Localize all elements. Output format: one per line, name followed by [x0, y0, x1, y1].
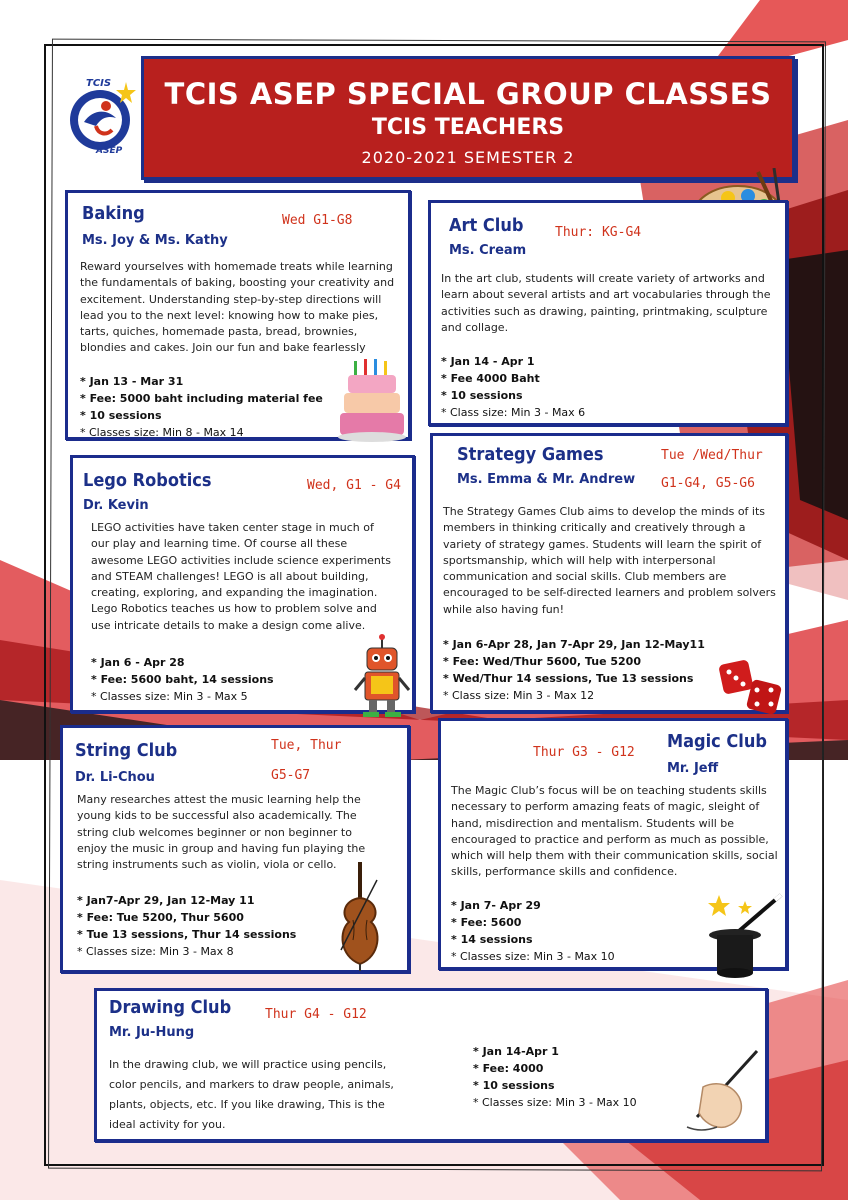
fact-dates: * Jan 14 - Apr 1: [441, 355, 535, 368]
page-header: [141, 56, 795, 180]
class-card-strategy: [430, 433, 788, 713]
class-card-baking: [65, 190, 411, 440]
class-title: Lego Robotics: [83, 470, 212, 491]
page-subtitle: TCIS TEACHERS: [371, 115, 565, 140]
class-facts: [80, 373, 330, 441]
class-description: Reward yourselves with homemade treats while learning the fundamentals of baking, boosting your creativity and excitement. Understanding step-by-step directions will lead you to the next level: knowing how to make pies, tarts, quiches, homemade pasta, bread, brownies, blondies and cakes. Join our fun and bake fearlessly: [80, 260, 395, 355]
class-grades: G1-G4, G5-G6: [661, 476, 755, 491]
class-facts: [443, 636, 733, 704]
class-description: Many researches attest the music learning help the young kids to be successful also academically. The string club welcomes beginner or non beginner to enjoy the music in group and having fun playing the string instruments such as violin, viola or cello.: [77, 793, 366, 872]
class-schedule: Wed G1-G8: [282, 213, 353, 228]
cello-icon: [335, 860, 385, 976]
class-schedule: Tue /Wed/Thur: [661, 448, 763, 463]
class-title: Baking: [82, 203, 145, 224]
fact-class-size: * Classes size: Min 8 - Max 14: [80, 426, 244, 439]
fact-dates: * Jan 13 - Mar 31: [80, 375, 184, 388]
class-schedule: Thur: KG-G4: [555, 225, 642, 240]
fact-fee: * Fee: 5600: [451, 916, 522, 929]
class-schedule: Thur G4 - G12: [265, 1007, 367, 1022]
fact-sessions: * 10 sessions: [441, 389, 523, 402]
class-description: LEGO activities have taken center stage in much of our play and learning time. Of course all these awesome LEGO activities include science experiments and STEAM challenges! LEGO is all about building, creating, exploring, and expanding the imagination. Lego Robotics teaches us how to problem solve and use intricate details to make a design come alive.: [91, 521, 391, 632]
class-title: Drawing Club: [109, 997, 232, 1018]
class-description: The Strategy Games Club aims to develop the minds of its members in thinking critically and creatively through a variety of strategy games. Students will learn the spirit of sportsmanship, which will help with interpersonal communication and social skills. Club members are encouraged to be self-directed learners and problem solvers while also having fun!: [443, 505, 776, 616]
fact-class-size: * Classes size: Min 3 - Max 10: [473, 1096, 637, 1109]
page-title: TCIS ASEP SPECIAL GROUP CLASSES: [164, 77, 772, 111]
class-facts: [473, 1043, 703, 1111]
class-card-art: [428, 200, 788, 426]
class-title: Strategy Games: [457, 444, 604, 465]
class-card-string: [60, 725, 410, 973]
class-teacher: Mr. Jeff: [667, 761, 719, 776]
class-title: Magic Club: [667, 731, 767, 752]
logo-text-top: TCIS: [86, 78, 112, 89]
fact-fee: * Fee: Wed/Thur 5600, Tue 5200: [443, 655, 641, 668]
drawing-hand-icon: [683, 1047, 763, 1141]
class-grades: G5-G7: [271, 768, 311, 783]
class-facts: [441, 353, 741, 421]
class-card-lego: [70, 455, 415, 713]
fact-fee: * Fee: 4000: [473, 1062, 544, 1075]
fact-sessions: * 10 sessions: [80, 409, 162, 422]
fact-fee: * Fee 4000 Baht: [441, 372, 540, 385]
fact-fee-sessions: * Fee: 5600 baht, 14 sessions: [91, 673, 274, 686]
class-teacher: Dr. Kevin: [83, 498, 149, 513]
fact-sessions: * 14 sessions: [451, 933, 533, 946]
fact-sessions: * Tue 13 sessions, Thur 14 sessions: [77, 928, 297, 941]
fact-sessions: * Wed/Thur 14 sessions, Tue 13 sessions: [443, 672, 694, 685]
class-teacher: Ms. Cream: [449, 243, 527, 258]
class-description: In the art club, students will create variety of artworks and learn about several artists and art vocabularies through the activities such as drawing, painting, printmaking, sculpture and collage.: [441, 272, 771, 334]
class-facts: [77, 892, 337, 960]
class-teacher: Ms. Joy & Ms. Kathy: [82, 233, 228, 248]
class-facts: [451, 897, 691, 965]
cake-icon: [336, 357, 408, 447]
class-schedule: Tue, Thur: [271, 738, 342, 753]
fact-class-size: * Class size: Min 3 - Max 12: [443, 689, 595, 702]
logo-text-bottom: ASEP: [96, 146, 123, 156]
fact-class-size: * Classes size: Min 3 - Max 10: [451, 950, 615, 963]
fact-dates: * Jan 6-Apr 28, Jan 7-Apr 29, Jan 12-May11: [443, 638, 705, 651]
fact-sessions: * 10 sessions: [473, 1079, 555, 1092]
fact-class-size: * Classes size: Min 3 - Max 8: [77, 945, 234, 958]
class-schedule: Thur G3 - G12: [533, 745, 635, 760]
class-schedule: Wed, G1 - G4: [307, 478, 401, 493]
class-description: The Magic Club’s focus will be on teaching students skills necessary to perform amazing feats of magic, sleight of hand, misdirection and mentalism. Students will be encouraged to practice and perform as much as possible, which will help them with their communication skills, social skills, performance skills and confidence.: [451, 784, 778, 879]
fact-class-size: * Class size: Min 3 - Max 6: [441, 406, 586, 419]
fact-fee: * Fee: Tue 5200, Thur 5600: [77, 911, 244, 924]
class-card-magic: [438, 718, 788, 970]
class-teacher: Mr. Ju-Hung: [109, 1025, 195, 1040]
fact-dates: * Jan 6 - Apr 28: [91, 656, 185, 669]
class-teacher: Ms. Emma & Mr. Andrew: [457, 472, 636, 487]
fact-dates: * Jan 14-Apr 1: [473, 1045, 559, 1058]
fact-dates: * Jan7-Apr 29, Jan 12-May 11: [77, 894, 255, 907]
class-teacher: Dr. Li-Chou: [75, 770, 155, 785]
semester-label: 2020-2021 SEMESTER 2: [361, 148, 575, 167]
magic-hat-icon: [705, 891, 785, 987]
class-description: In the drawing club, we will practice using pencils, color pencils, and markers to draw people, animals, plants, objects, etc. If you like drawing, This is the ideal activity for you.: [109, 1058, 394, 1131]
fact-class-size: * Classes size: Min 3 - Max 5: [91, 690, 248, 703]
class-card-drawing: [94, 988, 768, 1142]
dice-icon: [719, 656, 787, 722]
class-title: Art Club: [449, 215, 524, 236]
tcis-asep-logo: [66, 70, 142, 162]
fact-dates: * Jan 7- Apr 29: [451, 899, 541, 912]
class-title: String Club: [75, 740, 178, 761]
robot-icon: [353, 634, 411, 722]
class-facts: [91, 654, 331, 705]
fact-fee: * Fee: 5000 baht including material fee: [80, 392, 323, 405]
